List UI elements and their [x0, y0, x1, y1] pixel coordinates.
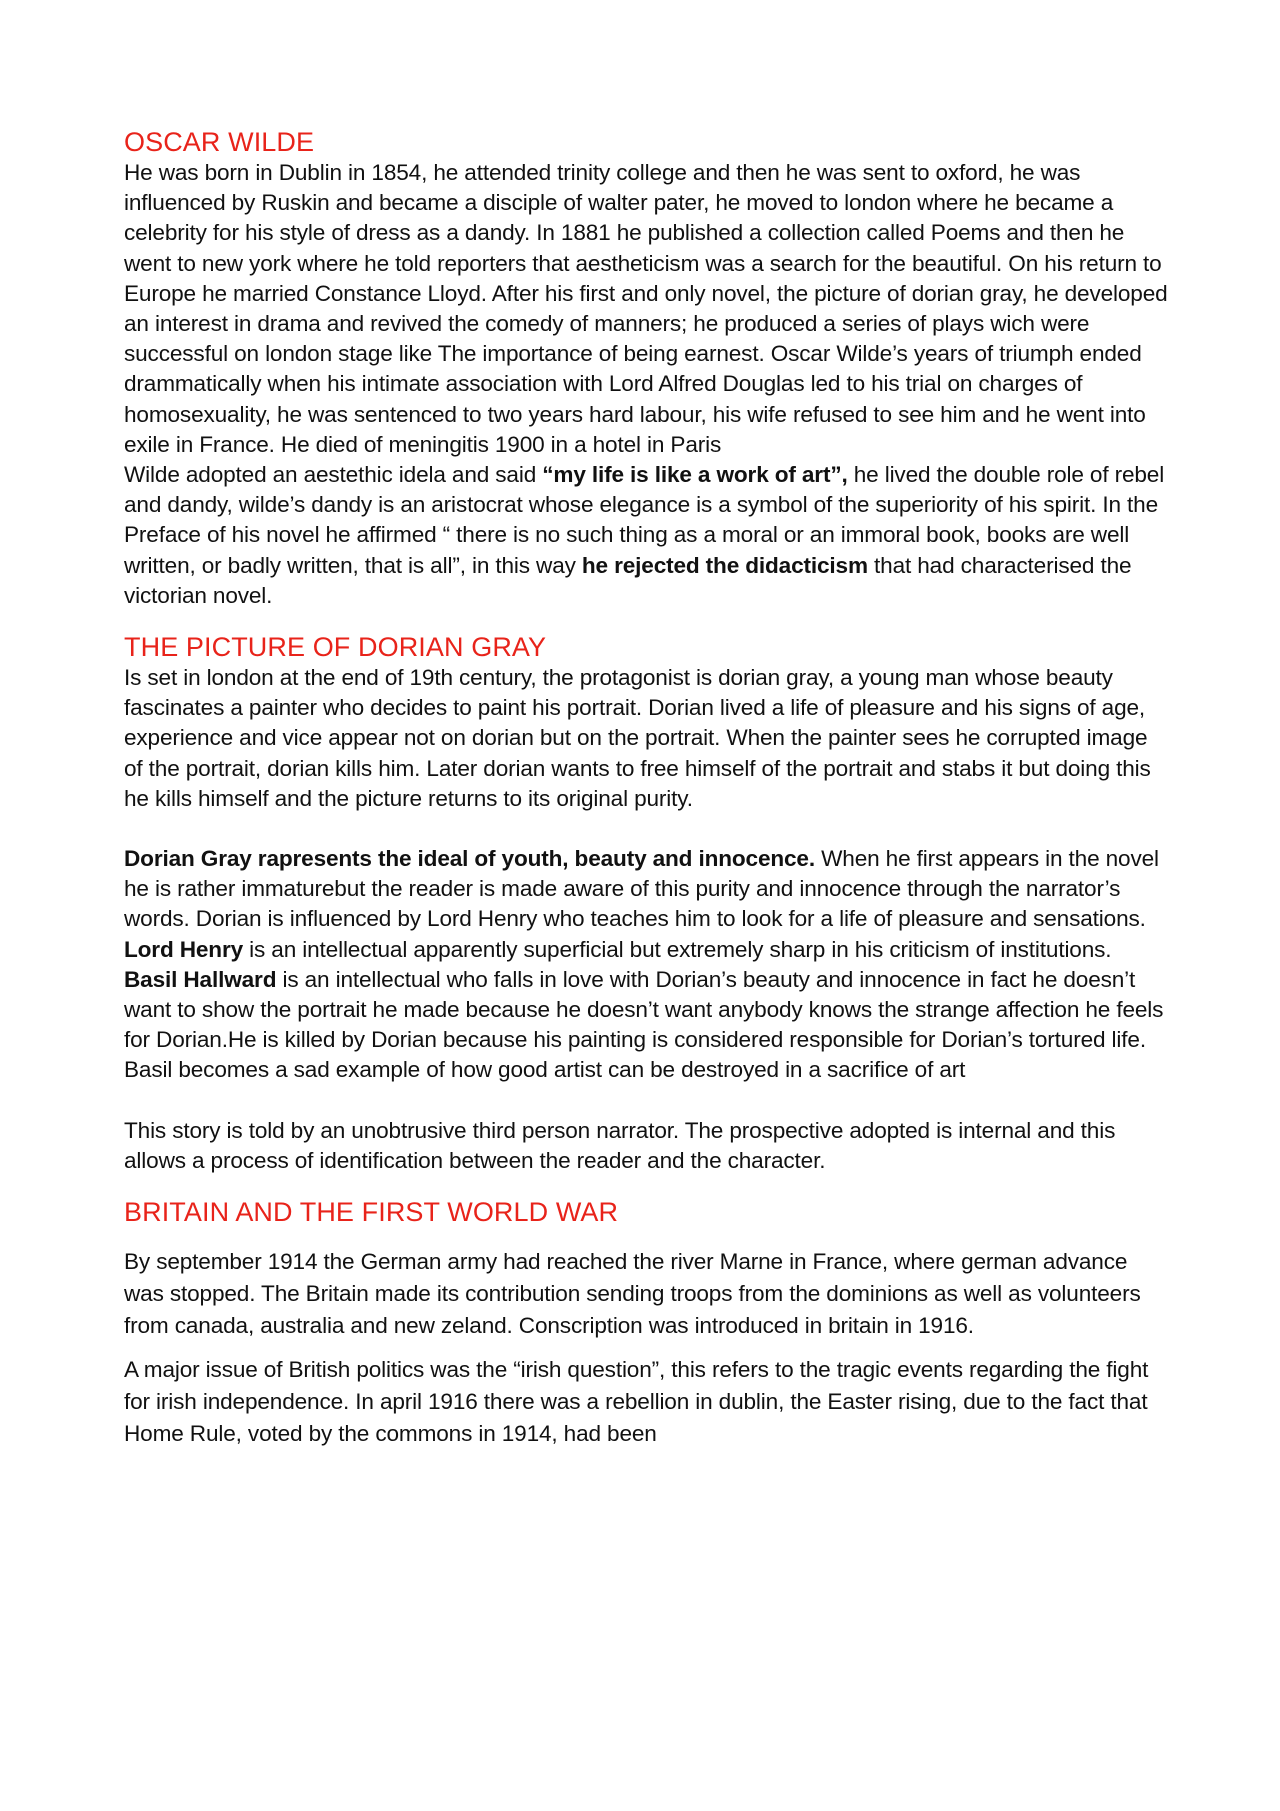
- paragraph: [124, 844, 1170, 1086]
- bold-name-basil-hallward: Basil Hallward: [124, 966, 277, 992]
- text-segment: is an intellectual who falls in love with Dorian’s beauty and innocence in fact he doesn’t want to show the portrait he made because he doesn’t want anybody knows the strange affection he feels for Dorian.He is killed by Dorian because his painting is considered responsible for Dorian’s tortured life. Basil becomes a sad example of how good artist can be destroyed in a sacrifice of art: [124, 966, 1164, 1083]
- section-heading-britain-ww1: BRITAIN AND THE FIRST WORLD WAR: [124, 1197, 619, 1228]
- section-heading-dorian-gray: THE PICTURE OF DORIAN GRAY: [124, 632, 547, 663]
- bold-phrase: Dorian Gray rapresents the ideal of youth, beauty and innocence.: [124, 846, 815, 872]
- text-segment: Wilde adopted an aestethic idela and said: [124, 462, 543, 488]
- paragraph: [124, 663, 1170, 814]
- text-segment: that had characterised the victorian novel.: [124, 552, 1132, 608]
- text-segment: is an intellectual apparently superficial but extremely sharp in his criticism of institutions.: [243, 936, 1112, 962]
- text-segment: When he first appears in the novel he is rather immaturebut the reader is made aware of this purity and innocence through the narrator’s words. Dorian is influenced by Lord Henry who teaches him to look for a life of pleasure and sensations.: [124, 846, 1159, 932]
- document-page: [124, 126, 1170, 1450]
- text-segment: He was born in Dublin in 1854, he attended trinity college and then he was sent to oxford, he was influenced by Ruskin and became a disciple of walter pater, he moved to london where he became a celebrity for his style of dress as a dandy. In 1881 he published a collection called Poems and then he went to new york where he told reporters that aestheticism was a search for the beautiful. On his return to Europe he married Constance Lloyd. After his first and only novel, the picture of dorian gray, he developed an interest in drama and revived the comedy of manners; he produced a series of plays wich were successful on london stage like The importance of being earnest. Oscar Wilde’s years of triumph ended drammatically when his intimate association with Lord Alfred Douglas led to his trial on charges of homosexuality, he was sentenced to two years hard labour, his wife refused to see him and he went into exile in France. He died of meningitis 1900 in a hotel in Paris: [124, 160, 1168, 457]
- paragraph: [124, 1354, 1170, 1450]
- text-segment: This story is told by an unobtrusive third person narrator. The prospective adopted is internal and this allows a process of identification between the reader and the character.: [124, 1117, 1116, 1173]
- text-segment: he lived the double role of rebel and dandy, wilde’s dandy is an aristocrat whose elegance is a symbol of the superiority of his spirit. In the Preface of his novel he affirmed “ there is no such thing as a moral or an immoral book, books are well written, or badly written, that is all”, in this way: [124, 462, 1165, 578]
- bold-phrase: he rejected the didacticism: [581, 552, 868, 578]
- text-segment: A major issue of British politics was the “irish question”, this refers to the tragic events regarding the fight for irish independence. In april 1916 there was a rebellion in dublin, the Easter rising, due to the fact that Home Rule, voted by the commons in 1914, had been: [124, 1357, 1149, 1447]
- paragraph: [124, 460, 1170, 611]
- paragraph: [124, 1116, 1170, 1176]
- text-segment: Is set in london at the end of 19th century, the protagonist is dorian gray, a young man whose beauty fascinates a painter who decides to paint his portrait. Dorian lived a life of pleasure and his signs of age, experience and vice appear not on dorian but on the portrait. When the painter sees he corrupted image of the portrait, dorian kills him. Later dorian wants to free himself of the portrait and stabs it but doing this he kills himself and the picture returns to its original purity.: [124, 665, 1151, 811]
- section-heading-oscar-wilde: OSCAR WILDE: [124, 127, 315, 157]
- text-segment: By september 1914 the German army had reached the river Marne in France, where german advance was stopped. The Britain made its contribution sending troops from the dominions as well as volunteers from canada, australia and new zeland. Conscription was introduced in britain in 1916.: [124, 1249, 1141, 1339]
- paragraph: [124, 1246, 1170, 1342]
- bold-quote: “my life is like a work of art”,: [542, 462, 848, 488]
- paragraph: [124, 158, 1170, 460]
- bold-name-lord-henry: Lord Henry: [124, 936, 244, 962]
